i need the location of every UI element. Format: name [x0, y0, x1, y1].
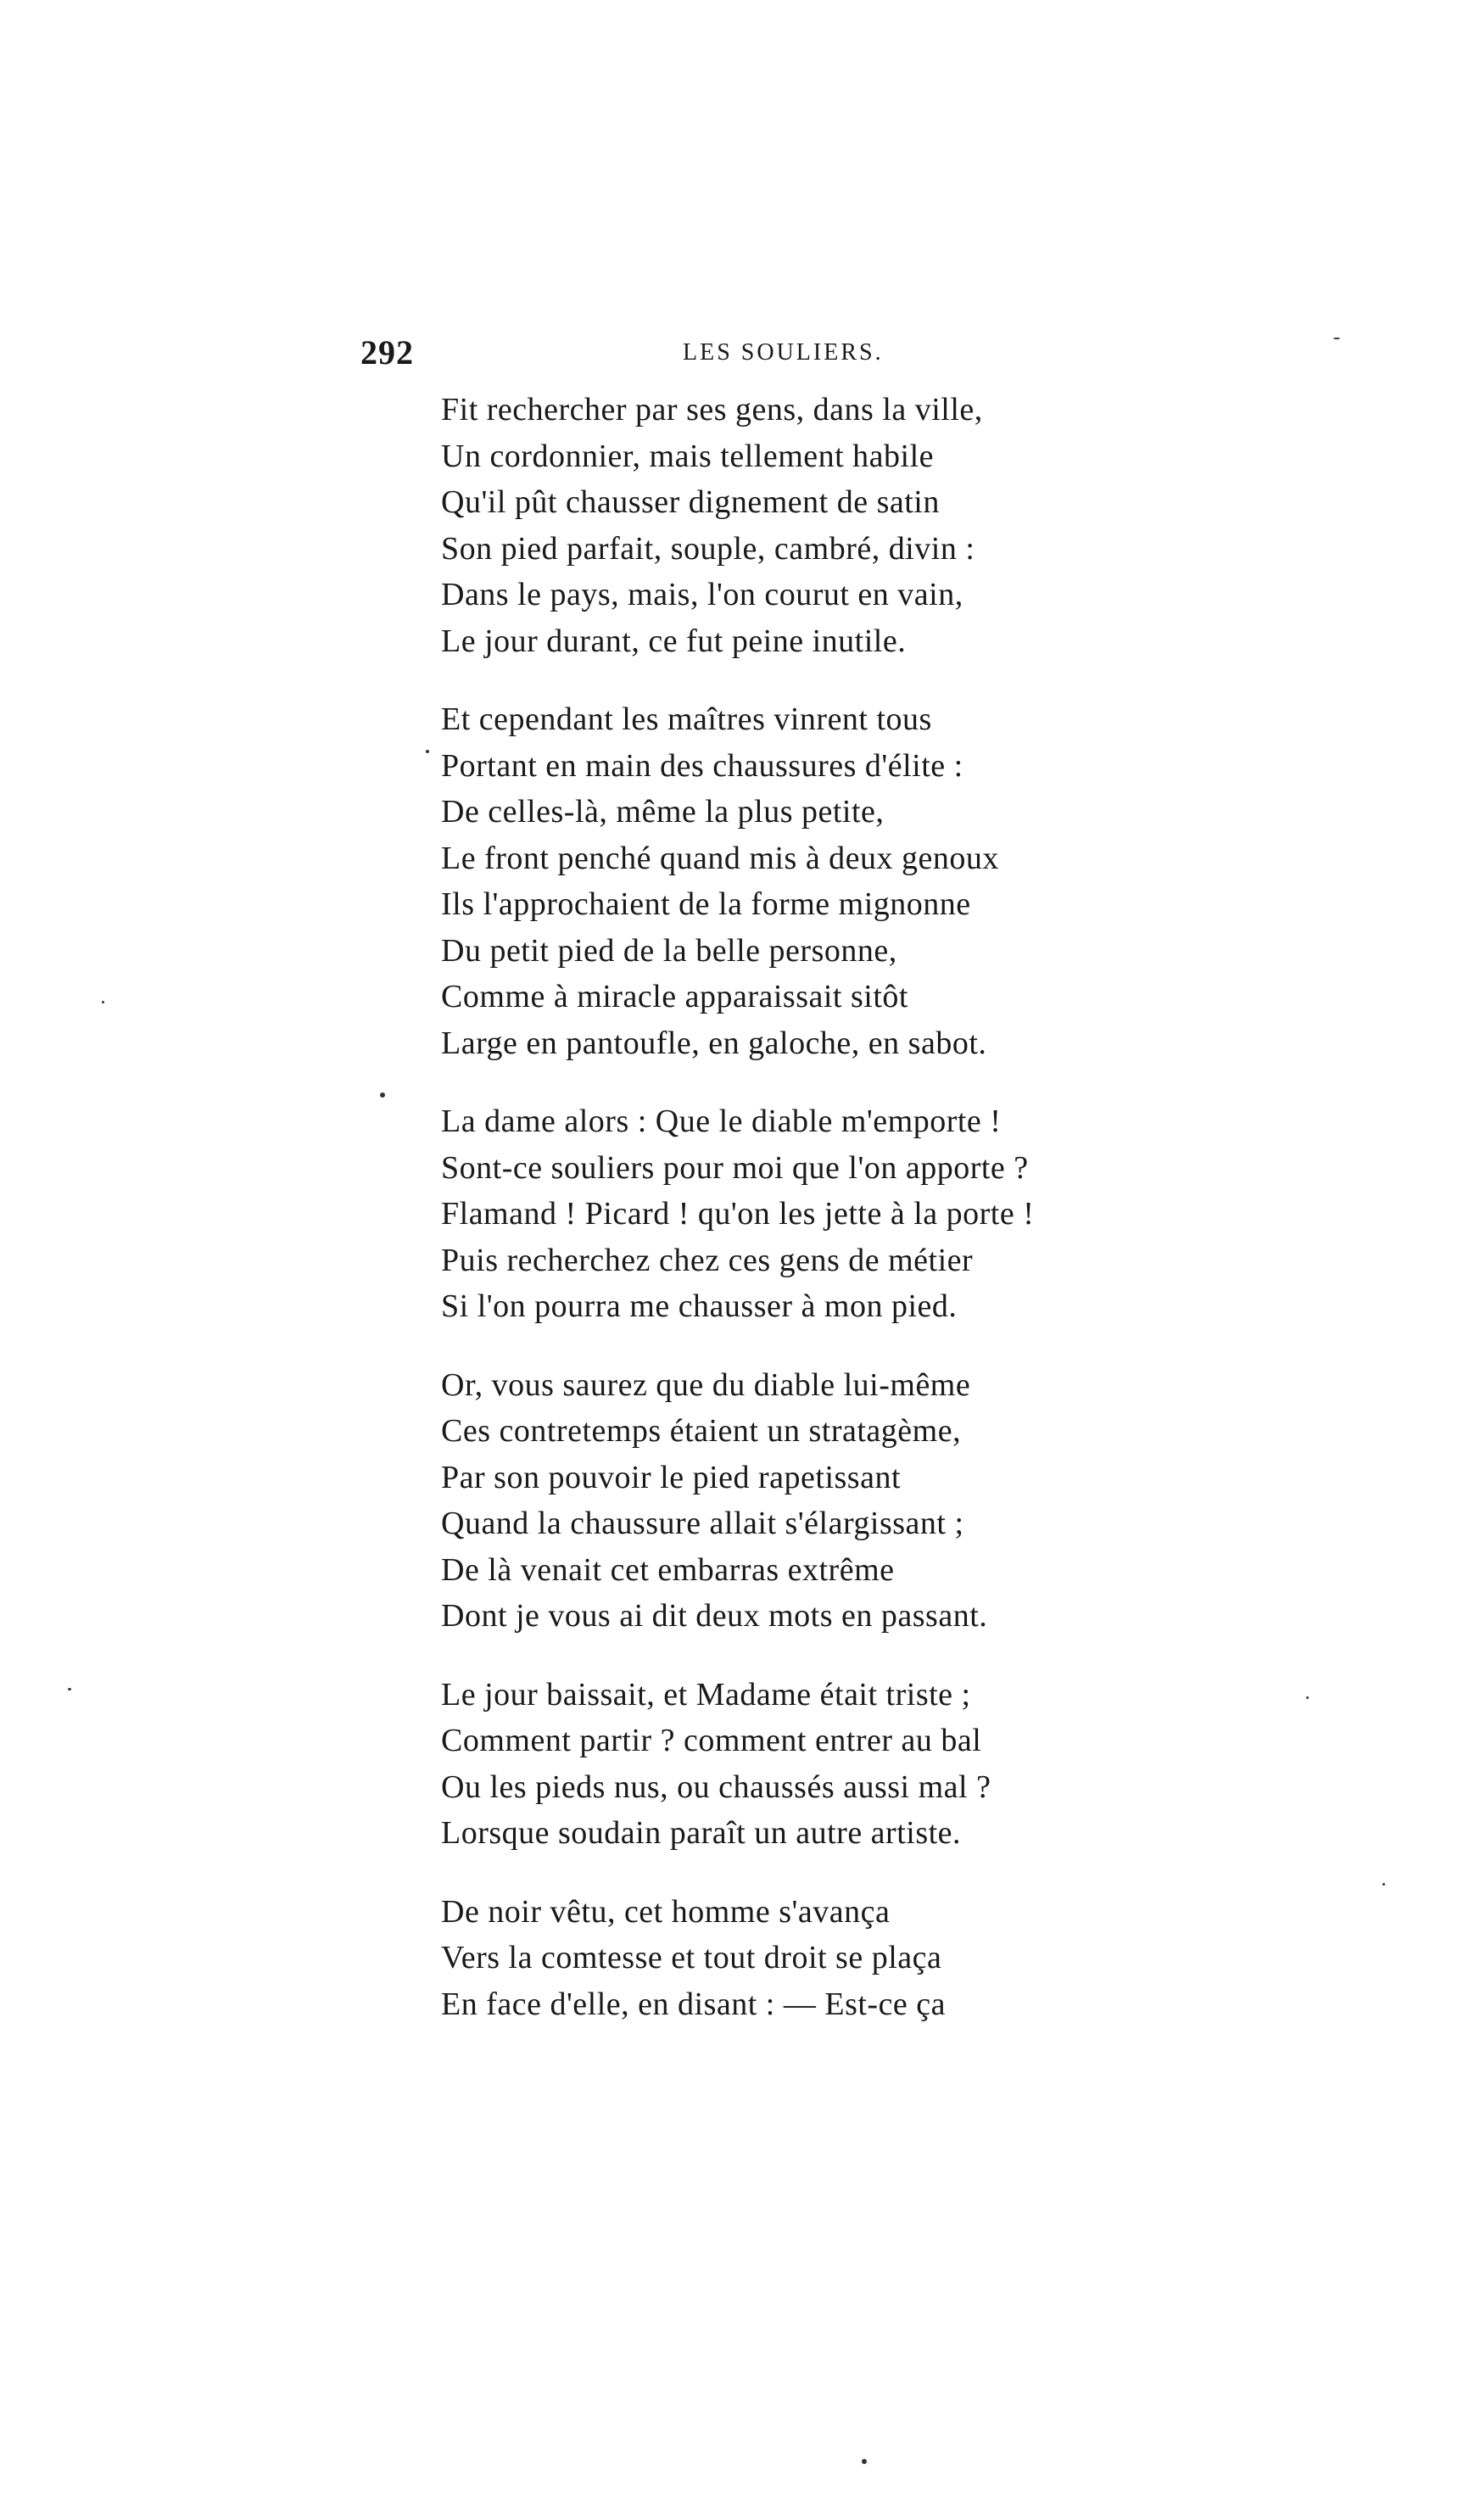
paper-speck [1382, 1883, 1385, 1886]
verse-line: Puis recherchez chez ces gens de métier [441, 1242, 974, 1278]
verse-line: Large en pantoufle, en galoche, en sabot. [441, 1025, 987, 1061]
paper-speck [862, 2459, 867, 2464]
verse-line: Le jour baissait, et Madame était triste ; [441, 1676, 971, 1713]
verse-line: Fit rechercher par ses gens, dans la ville, [441, 392, 983, 427]
paper-speck [1306, 1696, 1309, 1699]
poem-text [441, 387, 1137, 2059]
verse-line: Et cependant les maîtres vinrent tous [441, 701, 932, 737]
verse-line: Ils l'approchaient de la forme mignonne [441, 886, 971, 922]
paper-speck [68, 1688, 71, 1690]
stanza [441, 696, 1137, 1066]
stanza [441, 1362, 1137, 1640]
paper-speck [426, 750, 429, 753]
page-header [360, 332, 1073, 383]
running-title: LES SOULIERS. [683, 339, 884, 366]
paper-speck [102, 1001, 104, 1003]
verse-line: Or, vous saurez que du diable lui-même [441, 1366, 971, 1403]
page-number: 292 [360, 333, 414, 372]
verse-line: Ces contretemps étaient un stratagème, [441, 1413, 962, 1449]
verse-line: Dans le pays, mais, l'on courut en vain, [441, 577, 963, 612]
verse-line: De là venait cet embarras extrême [441, 1551, 895, 1588]
verse-line: Qu'il pût chausser dignement de satin [441, 484, 940, 520]
paper-speck [1333, 338, 1340, 339]
verse-line: Son pied parfait, souple, cambré, divin : [441, 530, 975, 567]
stanza [441, 1672, 1137, 1857]
verse-line: Lorsque soudain paraît un autre artiste. [441, 1815, 962, 1851]
paper-speck [380, 1092, 385, 1098]
verse-line: Dont je vous ai dit deux mots en passant. [441, 1598, 988, 1634]
verse-line: Si l'on pourra me chausser à mon pied. [441, 1288, 958, 1324]
verse-line: De celles-là, même la plus petite, [441, 794, 885, 830]
verse-line: Flamand ! Picard ! qu'on les jette à la porte ! [441, 1196, 1035, 1232]
verse-line: Ou les pieds nus, ou chaussés aussi mal ? [441, 1768, 991, 1805]
verse-line: Quand la chaussure allait s'élargissant ; [441, 1506, 964, 1541]
verse-line: Portant en main des chaussures d'élite : [441, 747, 963, 784]
verse-line: Par son pouvoir le pied rapetissant [441, 1459, 902, 1495]
verse-line: Vers la comtesse et tout droit se plaça [441, 1940, 942, 1975]
verse-line: Comment partir ? comment entrer au bal [441, 1723, 982, 1758]
verse-line: Sont-ce souliers pour moi que l'on apporte ? [441, 1149, 1029, 1186]
stanza [441, 1889, 1137, 2028]
verse-line: Le jour durant, ce fut peine inutile. [441, 623, 907, 659]
verse-line: De noir vêtu, cet homme s'avança [441, 1893, 891, 1930]
verse-line: Un cordonnier, mais tellement habile [441, 438, 935, 474]
verse-line: La dame alors : Que le diable m'emporte ! [441, 1104, 1002, 1139]
verse-line: Le front penché quand mis à deux genoux [441, 840, 999, 876]
stanza [441, 1098, 1137, 1330]
stanza [441, 387, 1137, 664]
verse-line: En face d'elle, en disant : — Est-ce ça [441, 1986, 947, 2022]
verse-line: Comme à miracle apparaissait sitôt [441, 979, 908, 1014]
verse-line: Du petit pied de la belle personne, [441, 932, 897, 969]
